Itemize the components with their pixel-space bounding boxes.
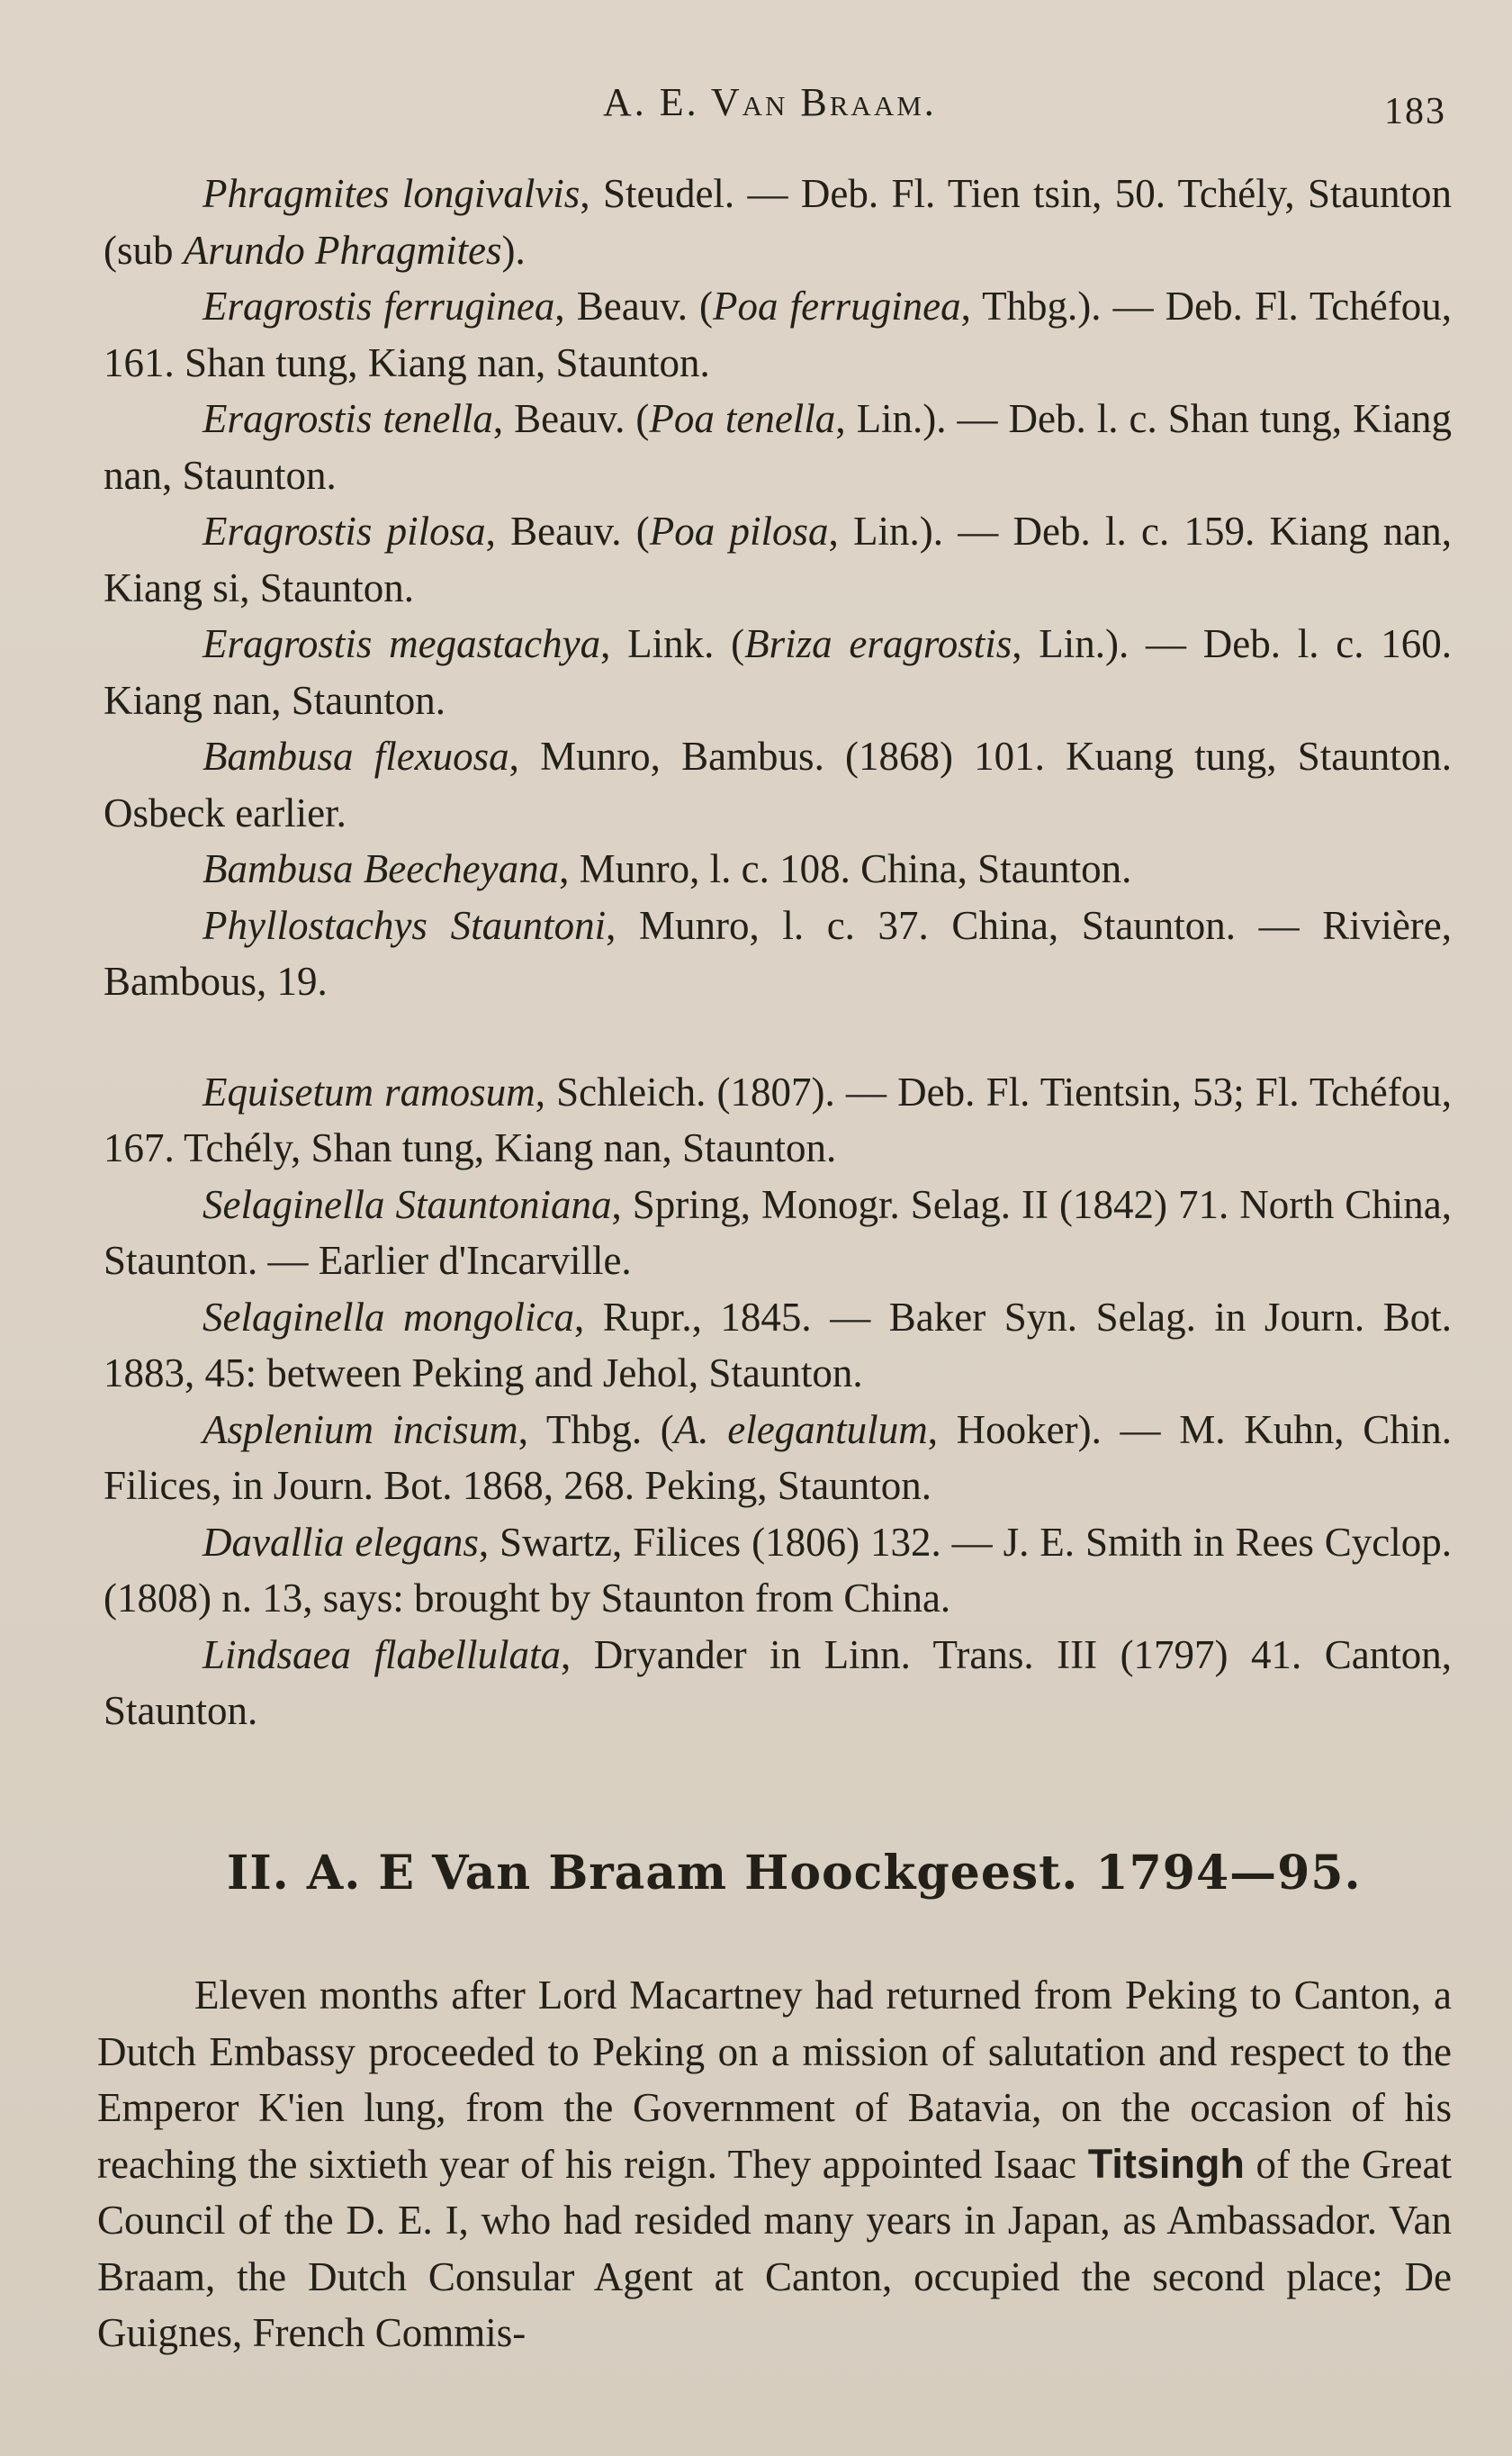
species-entry: Equisetum ramosum, Schleich. (1807). — Deb. Fl. Tientsin, 53; Fl. Tchéfou, 167. Tchély, Shan tung, Kiang nan, Staunton. [104, 1069, 1452, 1170]
species-entry: Phragmites longivalvis, Steudel. — Deb. Fl. Tien tsin, 50. Tchély, Staunton (sub Arundo Phragmites). [104, 171, 1452, 273]
species-entry: Phyllostachys Stauntoni, Munro, l. c. 37. China, Staunton. — Rivière, Bambous, 19. [104, 902, 1452, 1004]
species-entry: Lindsaea flabellulata, Dryander in Linn. Trans. III (1797) 41. Canton, Staunton. [104, 1631, 1452, 1733]
species-entry: Bambusa flexuosa, Munro, Bambus. (1868) 101. Kuang tung, Staunton. Osbeck earlier. [104, 734, 1453, 835]
taxon-name: Selaginella mongolica [202, 1294, 574, 1340]
species-list [104, 166, 1452, 1739]
taxon-name: Asplenium incisum [202, 1406, 518, 1452]
species-entry: Eragrostis pilosa, Beauv. (Poa pilosa, Lin.). — Deb. l. c. 159. Kiang nan, Kiang si, Staunton. [104, 509, 1452, 610]
taxon-name: Eragrostis megastachya [202, 621, 601, 666]
taxon-name: Phragmites longivalvis [202, 171, 580, 216]
taxon-name: Lindsaea flabellulata [202, 1631, 561, 1677]
species-entry: Eragrostis ferruginea, Beauv. (Poa ferruginea, Thbg.). — Deb. Fl. Tchéfou, 161. Shan tung, Kiang nan, Staunton. [104, 284, 1452, 385]
running-head: A. E. Van Braam. [603, 80, 937, 124]
taxon-name: Bambusa Beecheyana [202, 846, 560, 891]
grass-entries [104, 166, 1452, 1010]
species-entry: Davallia elegans, Swartz, Filices (1806) 132. — J. E. Smith in Rees Cyclop. (1808) n. 13, says: brought by Staunton from China. [104, 1519, 1452, 1621]
body-paragraph: Eleven months after Lord Macartney had returned from Peking to Canton, a Dutch Embassy proceeded to Peking on a mission of salutation and respect to the Emperor K'ien lung, from the Government of Batavia, on the occasion of his reaching the sixtieth year of his reign. They appointed Isaac Titsingh of the Great Council of the D. E. I, who had resided many years in Japan, as Ambassador. Van Braam, the Dutch Consular Agent at Canton, occupied the second place; De Guignes, French Commis- [97, 1973, 1452, 2355]
taxon-name: Bambusa flexuosa [202, 734, 509, 779]
species-entry: Bambusa Beecheyana, Munro, l. c. 108. China, Staunton. [202, 846, 1132, 891]
species-entry: Asplenium incisum, Thbg. (A. elegantulum, Hooker). — M. Kuhn, Chin. Filices, in Journ. Bot. 1868, 268. Peking, Staunton. [104, 1406, 1452, 1508]
taxon-name: Eragrostis pilosa [202, 509, 486, 554]
section-gap [104, 1010, 1452, 1064]
taxon-name: Phyllostachys Stauntoni [202, 902, 607, 948]
section-heading: II. A. E Van Braam Hoockgeest. 1794—95. [227, 1846, 1362, 1901]
taxon-name: Selaginella Stauntoniana [202, 1181, 612, 1227]
taxon-name: Eragrostis tenella [202, 396, 493, 441]
taxon-name: Eragrostis ferruginea [202, 284, 555, 329]
species-entry: Selaginella Stauntoniana, Spring, Monogr. Selag. II (1842) 71. North China, Staunton. — Earlier d'Incarville. [104, 1181, 1453, 1283]
fern-entries [104, 1064, 1452, 1739]
species-entry: Selaginella mongolica, Rupr., 1845. — Baker Syn. Selag. in Journ. Bot. 1883, 45: between Peking and Jehol, Staunton. [104, 1294, 1453, 1395]
species-entry: Eragrostis tenella, Beauv. (Poa tenella, Lin.). — Deb. l. c. Shan tung, Kiang nan, Staunton. [104, 396, 1452, 498]
taxon-name: Davallia elegans [202, 1519, 479, 1565]
species-entry: Eragrostis megastachya, Link. (Briza eragrostis, Lin.). — Deb. l. c. 160. Kiang nan, Staunton. [104, 621, 1452, 723]
page-number: 183 [1384, 91, 1446, 132]
page-header [0, 79, 1512, 133]
ambassador-name: Titsingh [1087, 2140, 1245, 2187]
taxon-name: Equisetum ramosum [202, 1069, 536, 1115]
